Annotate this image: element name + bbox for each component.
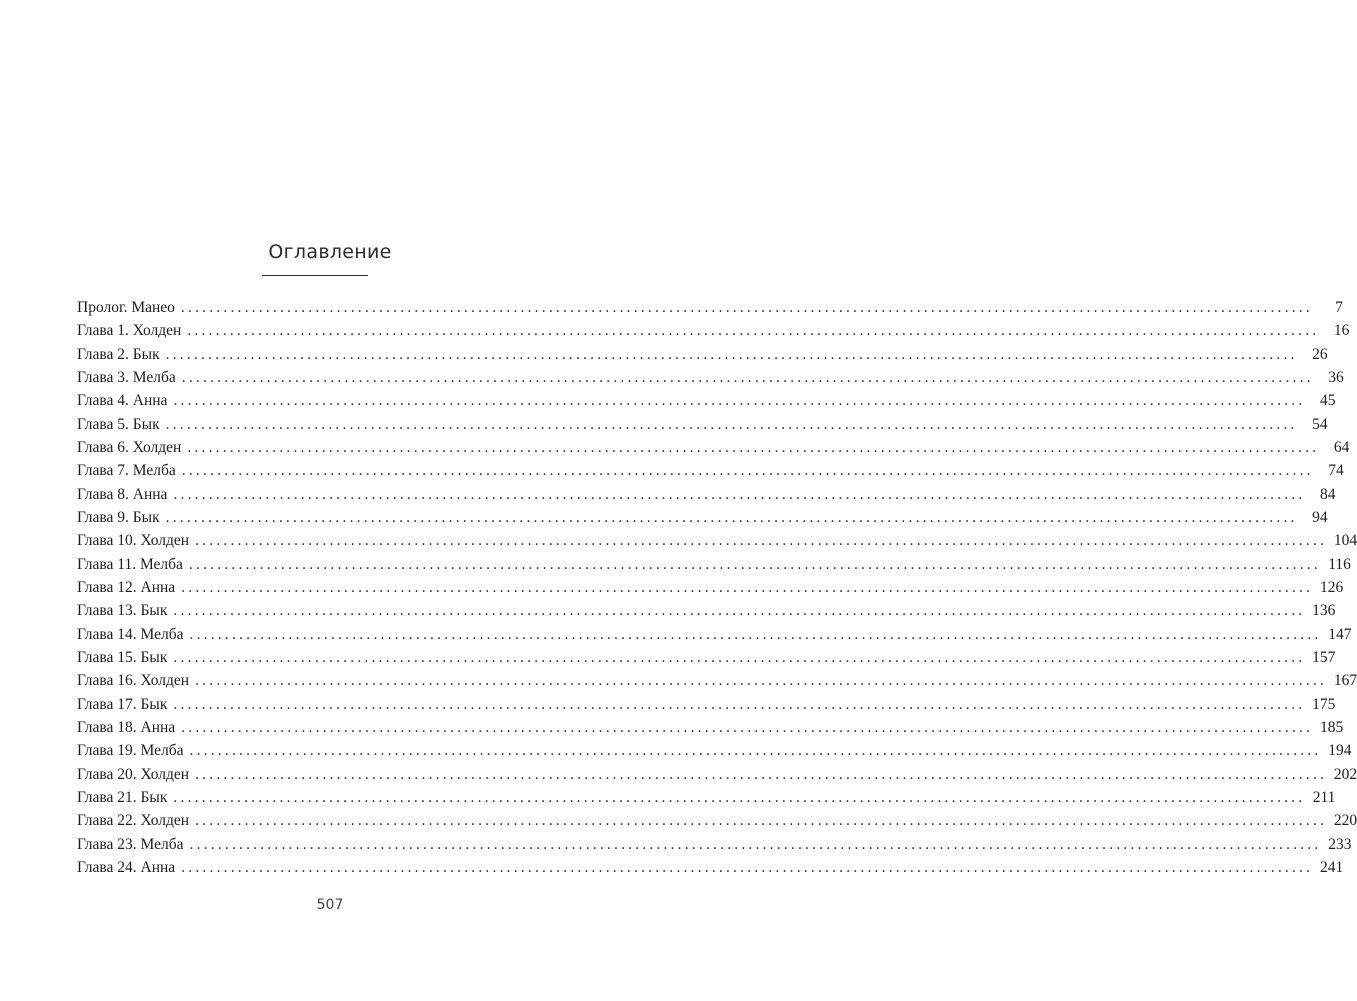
dot-leader: ................................................................................................................................................................: [189, 835, 1322, 853]
toc-entry[interactable]: [77, 345, 1328, 369]
toc-entry-page: 126: [1319, 578, 1344, 596]
toc-entry-page: 220: [1333, 812, 1357, 830]
toc-entry-title: Глава 6. Холден: [77, 438, 182, 456]
dot-leader: ................................................................................................................................................................: [173, 602, 1306, 620]
toc-entry-page: 64: [1333, 438, 1350, 456]
toc-entry-title: Глава 10. Холден: [77, 532, 190, 550]
toc-entry-page: 157: [1312, 648, 1336, 666]
toc-entry-page: 147: [1328, 625, 1352, 643]
toc-entry-page: 54: [1312, 415, 1328, 433]
dot-leader: ................................................................................................................................................................: [195, 672, 1328, 690]
toc-entry-title: Глава 2. Бык: [77, 345, 160, 363]
toc-entry-page: 74: [1328, 462, 1344, 480]
toc-entry[interactable]: [77, 672, 1357, 695]
toc-entry[interactable]: [77, 602, 1336, 625]
dot-leader: ................................................................................................................................................................: [173, 485, 1306, 503]
dot-leader: ................................................................................................................................................................: [181, 858, 1314, 876]
toc-entry-page: 36: [1328, 368, 1344, 386]
toc-entry-title: Пролог. Манео: [77, 299, 175, 316]
toc-entry[interactable]: [77, 718, 1344, 742]
dot-leader: ................................................................................................................................................................: [181, 368, 1314, 386]
toc-entry-title: Глава 23. Мелба: [77, 835, 184, 853]
toc-entry-page: 45: [1319, 392, 1336, 410]
dot-leader: ................................................................................................................................................................: [187, 322, 1320, 340]
toc-entry-title: Глава 20. Холден: [77, 765, 190, 783]
toc-entry-page: 233: [1328, 835, 1352, 853]
toc-entry-title: Глава 24. Анна: [77, 858, 176, 876]
dot-leader: ................................................................................................................................................................: [181, 462, 1314, 480]
toc-entry[interactable]: [77, 438, 1350, 462]
dot-leader: ................................................................................................................................................................: [181, 578, 1314, 596]
dot-leader: ................................................................................................................................................................: [180, 299, 1313, 316]
toc-entry-title: Глава 5. Бык: [77, 415, 160, 433]
toc-entry-title: Глава 7. Мелба: [77, 462, 176, 480]
toc-entry[interactable]: [77, 299, 1343, 322]
title-underline: [262, 275, 368, 276]
dot-leader: ................................................................................................................................................................: [165, 345, 1298, 363]
dot-leader: ................................................................................................................................................................: [173, 648, 1306, 666]
toc-entry[interactable]: [77, 368, 1344, 392]
toc-entry-page: 116: [1328, 555, 1351, 573]
toc-entry-page: 167: [1333, 672, 1357, 690]
toc-entry-title: Глава 13. Бык: [77, 602, 168, 620]
toc-entry[interactable]: [77, 322, 1350, 345]
toc-entry-title: Глава 18. Анна: [77, 718, 176, 736]
dot-leader: ................................................................................................................................................................: [173, 695, 1306, 713]
toc-entry-title: Глава 22. Холден: [77, 812, 190, 830]
toc-entry[interactable]: [77, 835, 1352, 859]
toc-entry-title: Глава 15. Бык: [77, 648, 168, 666]
dot-leader: ................................................................................................................................................................: [188, 555, 1321, 573]
toc-entry-page: 136: [1312, 602, 1336, 620]
toc-entry-page: 241: [1319, 858, 1344, 876]
toc-entry-title: Глава 3. Мелба: [77, 368, 176, 386]
toc-entry[interactable]: [77, 462, 1344, 485]
toc-entry-title: Глава 21. Бык: [77, 788, 168, 806]
toc-entry-page: 94: [1312, 508, 1328, 526]
toc-entry-page: 26: [1312, 345, 1328, 363]
toc-entry-title: Глава 19. Мелба: [77, 742, 184, 760]
toc-entry[interactable]: [77, 625, 1352, 649]
dot-leader: ................................................................................................................................................................: [181, 718, 1314, 736]
toc-entry-title: Глава 12. Анна: [77, 578, 176, 596]
toc-entry-page: 194: [1328, 742, 1352, 760]
toc-entry[interactable]: [77, 742, 1352, 765]
toc-entry-page: 16: [1333, 322, 1350, 340]
table-of-contents: [77, 299, 1357, 882]
toc-entry-page: 202: [1333, 765, 1357, 783]
toc-entry[interactable]: [77, 485, 1336, 509]
toc-entry-page: 7: [1335, 299, 1343, 316]
dot-leader: ................................................................................................................................................................: [165, 508, 1298, 526]
toc-entry[interactable]: [77, 812, 1357, 835]
toc-entry[interactable]: [77, 508, 1328, 532]
toc-entry-page: 175: [1312, 695, 1336, 713]
toc-entry-title: Глава 16. Холден: [77, 672, 190, 690]
toc-entry-title: Глава 17. Бык: [77, 695, 168, 713]
toc-entry-page: 211: [1312, 788, 1336, 806]
toc-entry-title: Глава 8. Анна: [77, 485, 168, 503]
toc-entry[interactable]: [77, 788, 1336, 812]
dot-leader: ................................................................................................................................................................: [165, 415, 1298, 433]
toc-entry-page: 84: [1319, 485, 1336, 503]
toc-entry-title: Глава 1. Холден: [77, 322, 182, 340]
toc-entry[interactable]: [77, 415, 1328, 439]
toc-entry-title: Глава 4. Анна: [77, 392, 168, 410]
dot-leader: ................................................................................................................................................................: [189, 742, 1322, 760]
toc-entry[interactable]: [77, 578, 1344, 602]
toc-entry-page: 185: [1319, 718, 1344, 736]
dot-leader: ................................................................................................................................................................: [187, 438, 1320, 456]
toc-entry[interactable]: [77, 695, 1336, 719]
toc-entry[interactable]: [77, 392, 1336, 415]
toc-entry-title: Глава 14. Мелба: [77, 625, 184, 643]
dot-leader: ................................................................................................................................................................: [195, 765, 1328, 783]
dot-leader: ................................................................................................................................................................: [173, 392, 1306, 410]
dot-leader: ................................................................................................................................................................: [195, 812, 1328, 830]
toc-entry[interactable]: [77, 765, 1357, 789]
toc-entry[interactable]: [77, 648, 1336, 672]
toc-entry-title: Глава 9. Бык: [77, 508, 160, 526]
page-title: Оглавление: [268, 241, 392, 263]
dot-leader: ................................................................................................................................................................: [173, 788, 1306, 806]
dot-leader: ................................................................................................................................................................: [195, 532, 1328, 550]
toc-entry-title: Глава 11. Мелба: [77, 555, 183, 573]
dot-leader: ................................................................................................................................................................: [189, 625, 1322, 643]
toc-entry[interactable]: [77, 532, 1357, 555]
toc-entry[interactable]: [77, 858, 1344, 882]
toc-entry-page: 104: [1333, 532, 1357, 550]
page-number: 507: [316, 897, 344, 913]
toc-entry[interactable]: [77, 555, 1351, 579]
